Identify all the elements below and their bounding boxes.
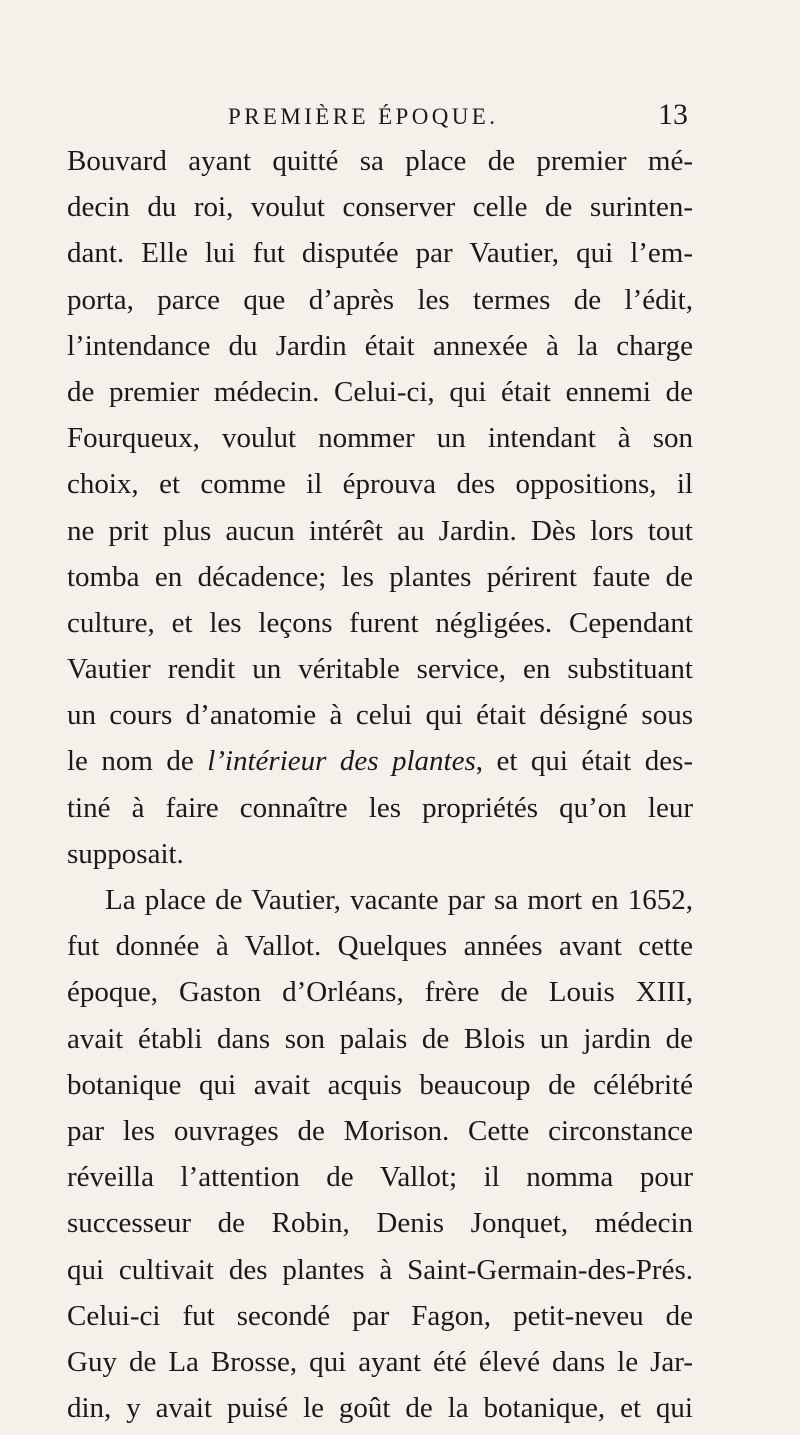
text-line: ne prit plus aucun intérêt au Jardin. Dès lors tout [67, 514, 693, 547]
italic-title: l’intérieur des plantes [207, 745, 476, 778]
text-line: Bouvard ayant quitté sa place de premier mé- [67, 145, 693, 177]
text-line: dant. Elle lui fut disputée par Vautier, qui l’em- [67, 237, 693, 270]
text-line: Celui-ci fut secondé par Fagon, petit-neveu de [67, 1299, 693, 1332]
text-line: Vautier rendit un véritable service, en substituant [67, 653, 693, 686]
text-line: avait établi dans son palais de Blois un jardin de [67, 1022, 693, 1055]
text-line: botanique qui avait acquis beaucoup de célébrité [67, 1068, 693, 1101]
text-line: qui cultivait des plantes à Saint-Germain-des-Prés. [67, 1253, 693, 1286]
text-line: un cours d’anatomie à celui qui était désigné sous [67, 699, 693, 732]
page-number: 13 [658, 98, 688, 131]
text-fragment: , et qui était des- [475, 745, 694, 778]
text-line: de premier médecin. Celui-ci, qui était ennemi de [67, 375, 693, 408]
text-line: tomba en décadence; les plantes périrent faute de [67, 560, 693, 593]
text-line: tiné à faire connaître les propriétés qu’on leur [67, 791, 693, 824]
text-line: Fourqueux, voulut nommer un intendant à son [67, 422, 693, 455]
running-title: PREMIÈRE ÉPOQUE. [228, 104, 499, 129]
text-line: époque, Gaston d’Orléans, frère de Louis XIII, [67, 976, 693, 1009]
running-head [228, 98, 688, 138]
text-line-with-italic [67, 738, 693, 784]
text-line: din, y avait puisé le goût de la botanique, et qui [67, 1392, 693, 1425]
text-line: porta, parce que d’après les termes de l’édit, [67, 283, 693, 316]
text-line: successeur de Robin, Denis Jonquet, médecin [67, 1207, 693, 1240]
text-line: l’intendance du Jardin était annexée à la charge [67, 329, 693, 362]
text-line: réveilla l’attention de Vallot; il nomma pour [67, 1161, 693, 1194]
text-line: decin du roi, voulut conserver celle de surinten- [67, 191, 693, 224]
text-line: culture, et les leçons furent négligées. Cependant [67, 606, 693, 639]
text-line: par les ouvrages de Morison. Cette circonstance [67, 1114, 693, 1147]
text-line: La place de Vautier, vacante par sa mort en 1652, [105, 884, 693, 916]
text-line: Guy de La Brosse, qui ayant été élevé dans le Jar- [67, 1345, 693, 1378]
text-line: choix, et comme il éprouva des oppositions, il [67, 468, 693, 501]
body-text [67, 138, 693, 1431]
text-line: fut donnée à Vallot. Quelques années avant cette [67, 930, 693, 963]
text-fragment: le nom de [67, 745, 194, 778]
text-line: supposait. [67, 837, 184, 870]
